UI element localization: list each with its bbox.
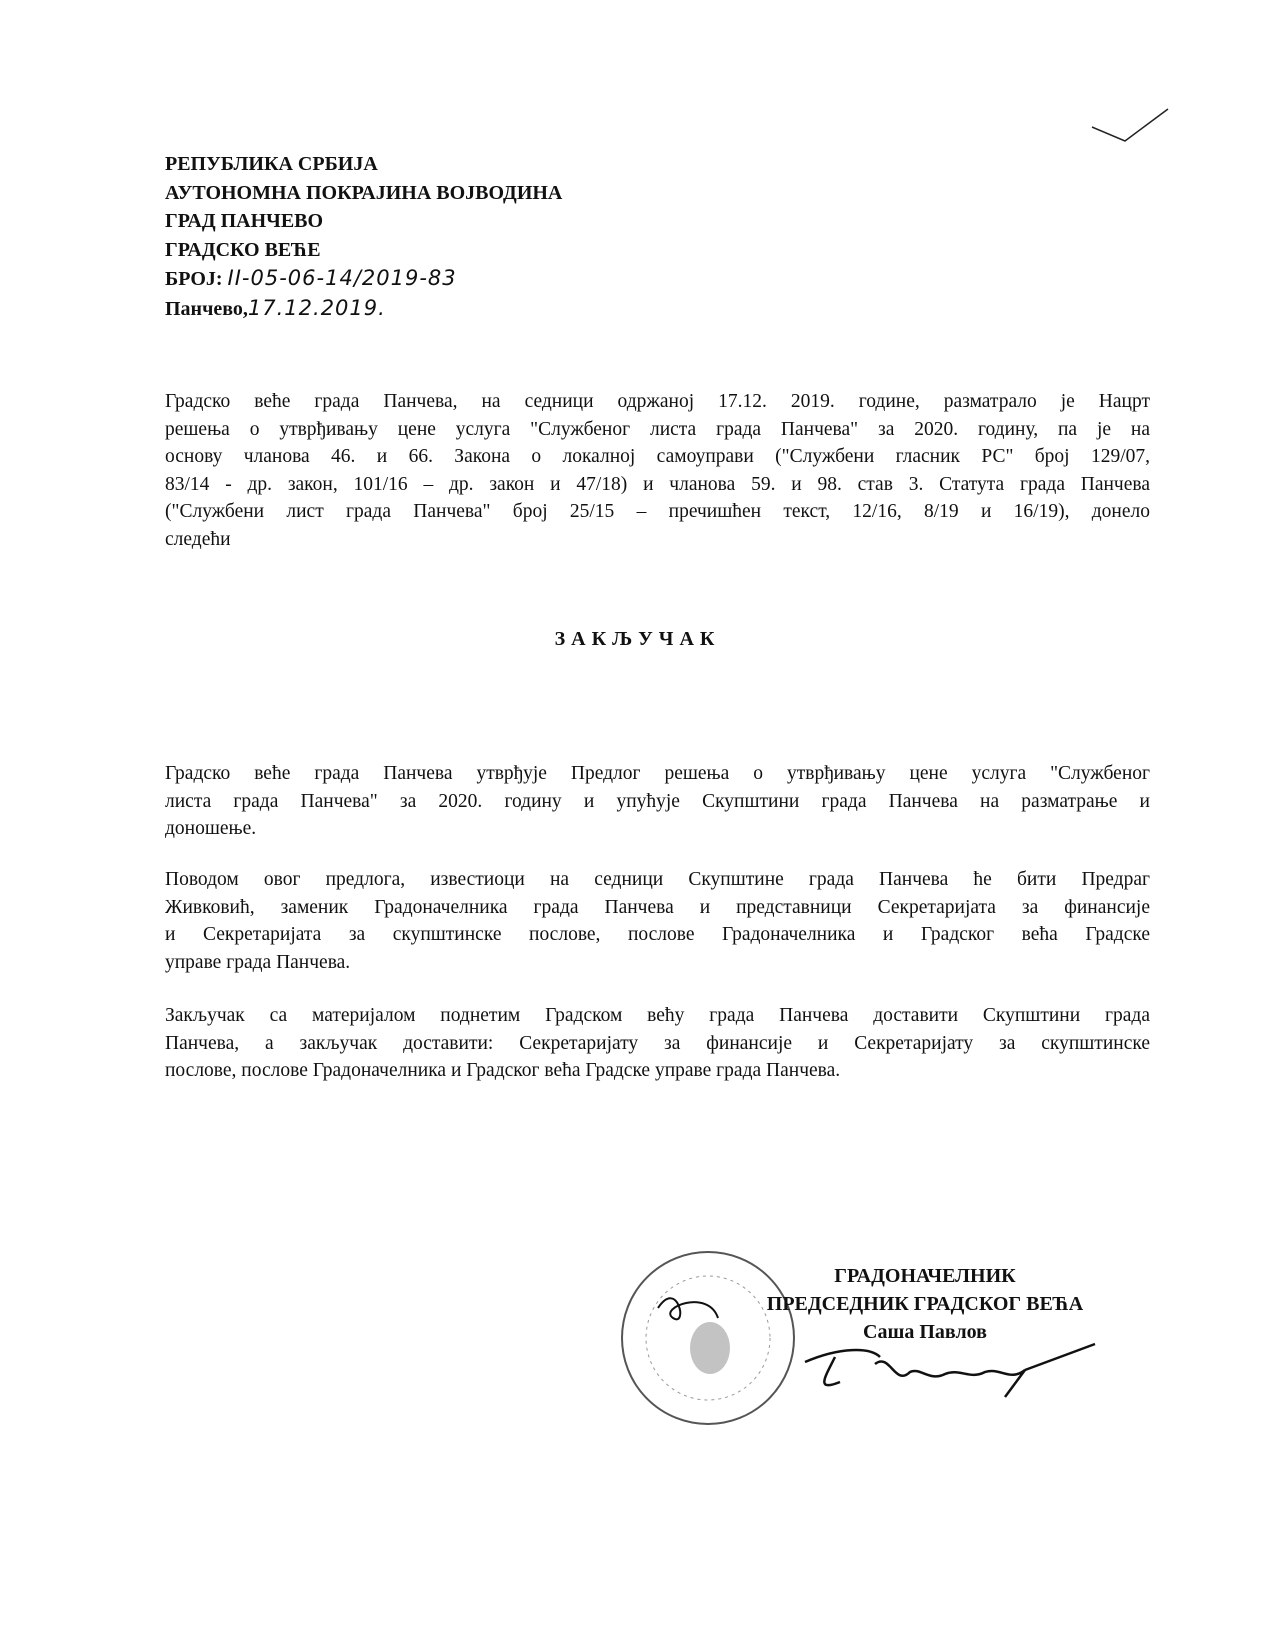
header-line: АУТОНОМНА ПОКРАЈИНА ВОЈВОДИНА <box>165 181 563 204</box>
document-date: Панчево,17.12.2019. <box>165 295 386 320</box>
handwritten-date: 17.12.2019. <box>247 295 386 320</box>
document-number: БРОЈ: II-05-06-14/2019-83 <box>165 266 457 290</box>
header-line: ГРАДСКО ВЕЋЕ <box>165 238 321 261</box>
header-line: ГРАД ПАНЧЕВО <box>165 210 324 232</box>
handwritten-signature <box>800 1342 1100 1402</box>
signature-block <box>700 1262 1150 1346</box>
body-paragraph: Поводом овог предлога, известиоци на седници Скупштине града Панчева ће бити Предраг Живковић, заменик Градоначелника града Панчева и представници Секретаријата за финансије и Секретаријата за скупштинске послове, послове Градоначелника и Градског већа Градске управе града Панчева. <box>165 869 1150 973</box>
body-paragraph: Градско веће града Панчева утврђује Предлог решења о утврђивању цене услуга "Службеног листа града Панчева" за 2020. годину и упућује Скупштини града Панчева на разматрање и доношење. <box>165 763 1150 839</box>
document-title: ЗАКЉУЧАК <box>554 628 721 650</box>
check-mark-icon <box>1090 105 1170 145</box>
signatory-title: ПРЕДСЕДНИК ГРАДСКОГ ВЕЋА <box>766 1293 1084 1315</box>
header-line: РЕПУБЛИКА СРБИЈА <box>165 153 378 175</box>
signatory-name: Саша Павлов <box>863 1321 987 1343</box>
body-paragraph: Закључак са материјалом поднетим Градском већу града Панчева доставити Скупштини града Панчева, а закључак доставити: Секретаријату за финансије и Секретаријату за скупштинске послове, послове Градоначелника и Градског већа Градске управе града Панчева. <box>165 1005 1150 1081</box>
intro-paragraph: Градско веће града Панчева, на седници одржаној 17.12. 2019. године, разматрало је Нацрт решења о утврђивању цене услуга "Службеног листа града Панчева" за 2020. годину, па је на основу чланова 46. и 66. Закона о локалној самоуправи ("Службени гласник РС" број 129/07, 83/14 - др. закон, 101/16 – др. закон и 47/18) и чланова 59. и 98. став 3. Статута града Панчева ("Службени лист града Панчева" број 25/15 – пречишћен текст, 12/16, 8/19 и 16/19), донело следећи <box>165 391 1150 550</box>
signatory-title: ГРАДОНАЧЕЛНИК <box>834 1265 1016 1287</box>
document-header <box>165 150 562 323</box>
handwritten-number: II-05-06-14/2019-83 <box>227 266 457 290</box>
